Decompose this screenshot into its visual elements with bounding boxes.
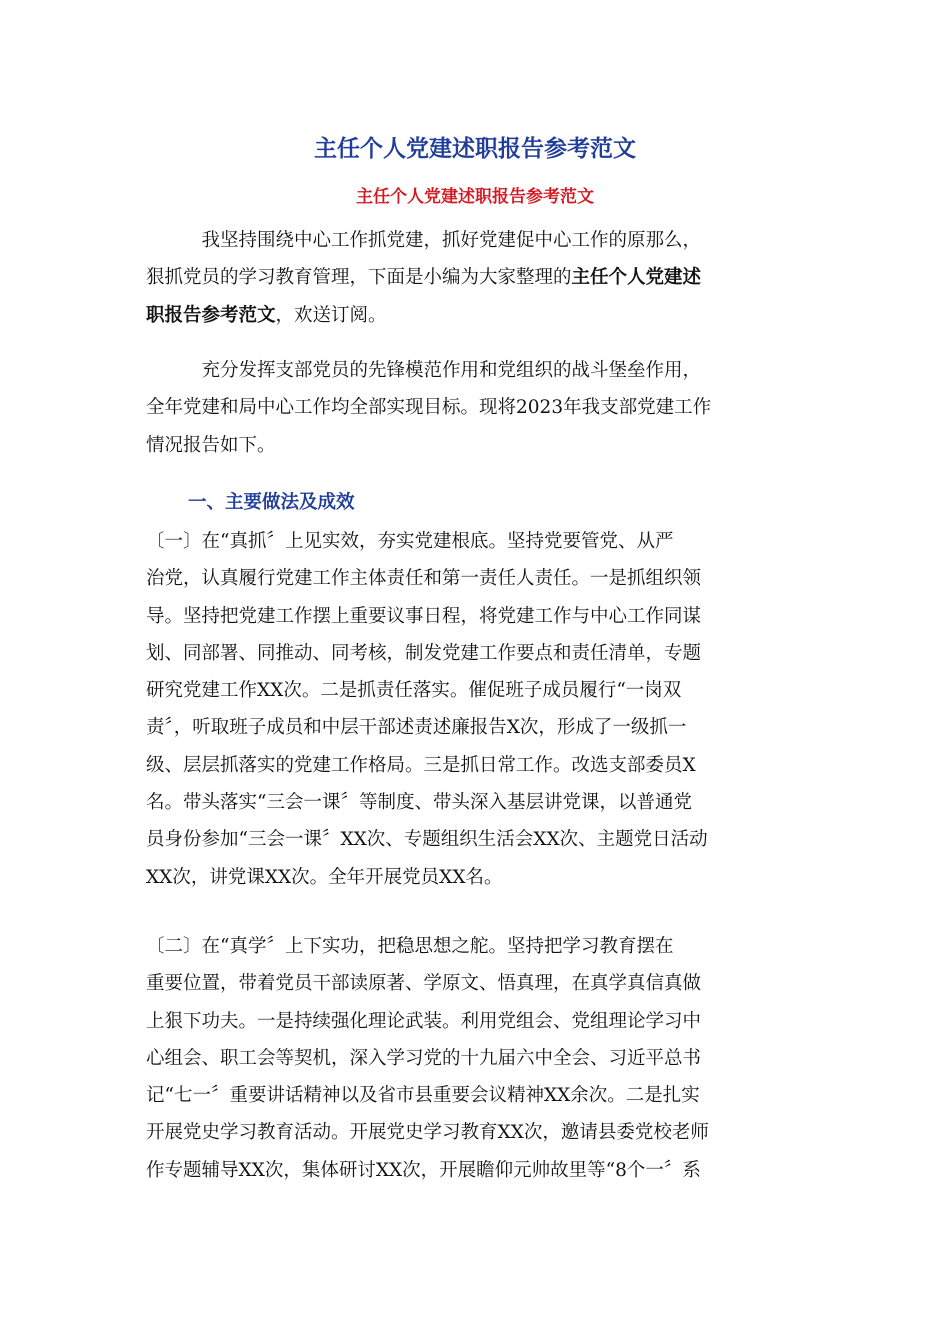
intro-line-1: 我坚持围绕中心工作抓党建，抓好党建促中心工作的原那么，: [146, 230, 702, 251]
overview-paragraph: 充分发挥支部党员的先锋模范作用和党组织的战斗堡垒作用， 全年党建和局中心工作均全部实现目标。现将2023年我支部党建工作 情况报告如下。: [146, 360, 712, 456]
intro-bold-title-part-1: 主任个人党建述: [571, 267, 702, 289]
intro-bold-title-part-2: 职报告参考范文: [146, 304, 276, 326]
intro-line-3-text: ，欢送订阅。: [275, 304, 387, 326]
section-1-paragraph: 〔一〕在“真抓〞上见实效，夯实党建根底。坚持党要管党、从严 治党，认真履行党建工作主体责任和第一责任人责任。一是抓组织领 导。坚持把党建工作摆上重要议事日程，将党建工作与中心工作同谋 划、同部署、同推动、同考核，制发党建工作要点和责任清单，专题 研究党建工作XX次。二是抓责任落实。催促班子成员履行“一岗双 责〞，听取班子成员和中层干部述责述廉报告X次，形成了一级抓一 级、层层抓落实的党建工作格局。三是抓日常工作。改选支部委员X 名。带头落实“三会一课〞等制度、带头深入基层讲党课，以普通党 员身份参加“三会一课〞XX次、专题组织生活会XX次、主题党日活动 XX次，讲党课XX次。全年开展党员XX名。: [146, 531, 708, 888]
intro-line-2-text: 狠抓党员的学习教育管理，下面是小编为大家整理的: [146, 267, 572, 289]
document-subtitle: 主任个人党建述职报告参考范文: [356, 187, 594, 207]
intro-paragraph: [146, 222, 806, 334]
section-2-paragraph: 〔二〕在“真学〞上下实功，把稳思想之舵。坚持把学习教育摆在 重要位置，带着党员干部读原著、学原文、悟真理，在真学真信真做 上狠下功夫。一是持续强化理论武装。利用党组会、党组理论学习中 心组会、职工会等契机，深入学习党的十九届六中全会、习近平总书 记“七一〞重要讲话精神以及省市县重要会议精神XX余次。二是扎实 开展党史学习教育活动。开展党史学习教育XX次，邀请县委党校老师 作专题辅导XX次，集体研讨XX次，开展瞻仰元帅故里等“8个一〞系: [146, 936, 709, 1181]
section-heading-main-practices: 一、主要做法及成效: [188, 492, 355, 513]
document-title: 主任个人党建述职报告参考范文: [314, 136, 636, 162]
